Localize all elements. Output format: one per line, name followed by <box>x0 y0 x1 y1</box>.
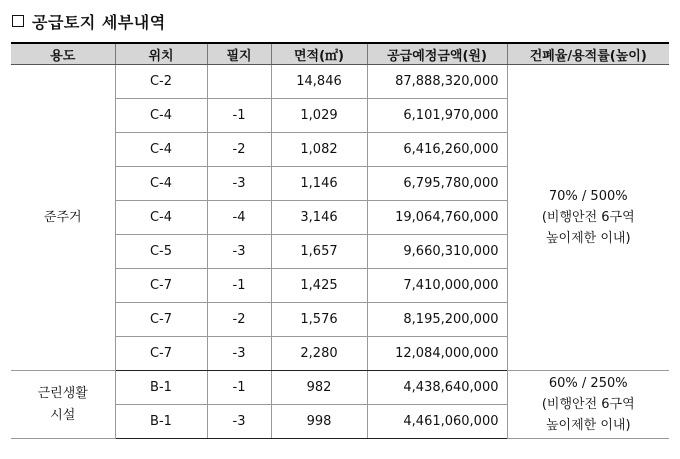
location-cell: C-7 <box>115 303 207 337</box>
ratio-line: 60% / 250% <box>548 376 628 391</box>
area-cell: 1,576 <box>271 303 367 337</box>
header-parcel: 필지 <box>207 43 271 65</box>
ratio-line: 높이제한 이내) <box>545 231 631 246</box>
price-cell: 7,410,000,000 <box>367 269 507 303</box>
parcel-cell: -2 <box>207 303 271 337</box>
parcel-cell: -3 <box>207 235 271 269</box>
location-cell: C-4 <box>115 167 207 201</box>
header-price: 공급예정금액(원) <box>367 43 507 65</box>
price-cell: 6,416,260,000 <box>367 133 507 167</box>
location-cell: C-7 <box>115 269 207 303</box>
area-cell: 1,657 <box>271 235 367 269</box>
price-cell: 19,064,760,000 <box>367 201 507 235</box>
parcel-cell: -4 <box>207 201 271 235</box>
supply-land-table <box>11 42 669 439</box>
location-cell: C-4 <box>115 99 207 133</box>
header-location: 위치 <box>115 43 207 65</box>
price-cell: 87,888,320,000 <box>367 65 507 99</box>
price-cell: 8,195,200,000 <box>367 303 507 337</box>
area-cell: 1,029 <box>271 99 367 133</box>
price-cell: 6,795,780,000 <box>367 167 507 201</box>
parcel-cell: -1 <box>207 371 271 405</box>
page-title <box>12 6 166 36</box>
area-cell: 982 <box>271 371 367 405</box>
ratio-line: 높이제한 이내) <box>545 418 631 433</box>
parcel-cell: -3 <box>207 167 271 201</box>
parcel-cell: -3 <box>207 337 271 371</box>
area-cell: 1,425 <box>271 269 367 303</box>
location-cell: C-4 <box>115 201 207 235</box>
use-line: 시설 <box>50 407 76 423</box>
location-cell: B-1 <box>115 371 207 405</box>
area-cell: 998 <box>271 405 367 439</box>
price-cell: 6,101,970,000 <box>367 99 507 133</box>
parcel-cell: -2 <box>207 133 271 167</box>
parcel-cell: -1 <box>207 269 271 303</box>
area-cell: 1,082 <box>271 133 367 167</box>
use-cell: 준주거 <box>11 65 115 371</box>
price-cell: 9,660,310,000 <box>367 235 507 269</box>
area-cell: 2,280 <box>271 337 367 371</box>
price-cell: 4,438,640,000 <box>367 371 507 405</box>
location-cell: C-2 <box>115 65 207 99</box>
table-row <box>11 65 669 99</box>
location-cell: C-4 <box>115 133 207 167</box>
table-header-row <box>11 43 669 65</box>
location-cell: C-5 <box>115 235 207 269</box>
ratio-line: (비행안전 6구역 <box>541 210 635 225</box>
use-cell <box>11 371 115 439</box>
header-ratio: 건폐율/용적률(높이) <box>507 43 669 65</box>
parcel-cell: -3 <box>207 405 271 439</box>
parcel-cell: -1 <box>207 99 271 133</box>
checkbox-square-icon <box>12 15 24 27</box>
location-cell: B-1 <box>115 405 207 439</box>
table-row <box>11 371 669 405</box>
area-cell: 14,846 <box>271 65 367 99</box>
location-cell: C-7 <box>115 337 207 371</box>
area-cell: 1,146 <box>271 167 367 201</box>
ratio-cell <box>507 65 669 371</box>
ratio-line: 70% / 500% <box>548 189 628 204</box>
parcel-cell <box>207 65 271 99</box>
title-text: 공급토지 세부내역 <box>32 12 166 32</box>
price-cell: 4,461,060,000 <box>367 405 507 439</box>
header-area: 면적(㎡) <box>271 43 367 65</box>
ratio-line: (비행안전 6구역 <box>541 397 635 412</box>
use-line: 근린생활 <box>37 385 88 401</box>
price-cell: 12,084,000,000 <box>367 337 507 371</box>
ratio-cell <box>507 371 669 439</box>
area-cell: 3,146 <box>271 201 367 235</box>
header-use: 용도 <box>11 43 115 65</box>
